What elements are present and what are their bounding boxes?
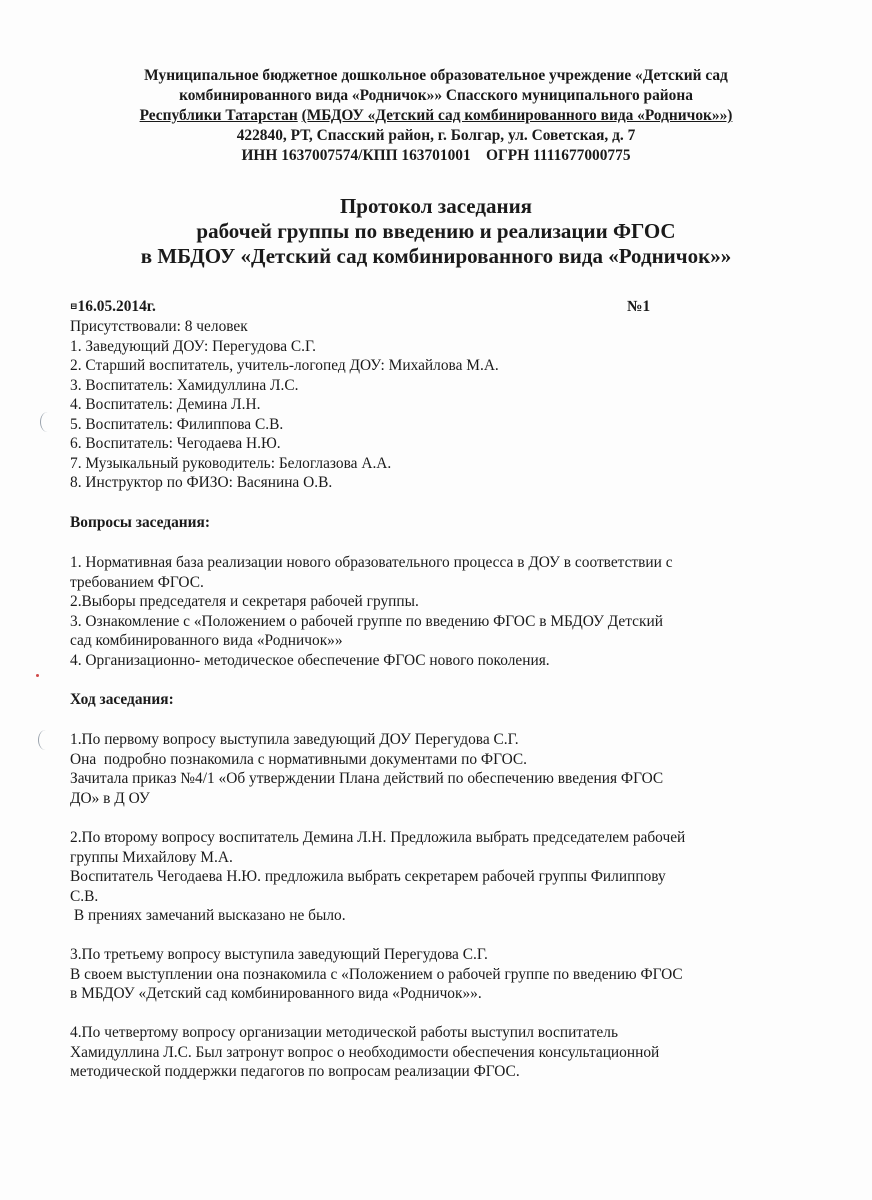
- header-address: 422840, РТ, Спасский район, г. Болгар, ул. Советская, д. 7: [236, 127, 636, 144]
- attendee-item: 2. Старший воспитатель, учитель-логопед ДОУ: Михайлова М.А.: [70, 357, 499, 374]
- proceedings-line: С.В.: [70, 887, 99, 905]
- title-line-2: рабочей группы по введению и реализации ФГОС: [196, 219, 676, 243]
- proceedings-line: 4.По четвертому вопросу организации методической работы выступил воспитатель: [70, 1024, 618, 1041]
- agenda-list: [70, 553, 790, 670]
- checkbox-icon: ⊟: [70, 301, 78, 311]
- protocol-number: №1: [627, 298, 651, 315]
- attendee-item: 7. Музыкальный руководитель: Белоглазова А.А.: [70, 454, 392, 472]
- header-region: Республики Татарстан: [139, 107, 298, 124]
- proceedings-item-1: [70, 730, 790, 808]
- proceedings-line: методической поддержки педагогов по вопросам реализации ФГОС.: [70, 1063, 520, 1080]
- meeting-date: 16.05.2014г.: [77, 298, 156, 315]
- header-short-name: (МБДОУ «Детский сад комбинированного вида «Родничок»»): [301, 107, 733, 124]
- proceedings-line: В своем выступлении она познакомила с «Положением о рабочей группе по введению ФГОС: [70, 965, 683, 983]
- attendees-section: [70, 317, 790, 493]
- proceedings-line: В прениях замечаний высказано не было.: [70, 907, 346, 924]
- agenda-heading: Вопросы заседания:: [70, 514, 210, 531]
- proceedings-line: 2.По второму вопросу воспитатель Демина Л.Н. Предложила выбрать председателем рабочей: [70, 829, 686, 846]
- proceedings-line: Зачитала приказ №4/1 «Об утверждении Плана действий по обеспечению введения ФГОС: [70, 770, 664, 787]
- attendees-intro: Присутствовали: 8 человек: [70, 318, 248, 335]
- header-line-3: [40, 106, 832, 126]
- scan-mark: [38, 730, 53, 750]
- scan-mark: [40, 412, 55, 432]
- proceedings-line: ДО» в Д ОУ: [70, 789, 150, 807]
- attendee-item: 8. Инструктор по ФИЗО: Васянина О.В.: [70, 474, 333, 491]
- proceedings-item-2: [70, 828, 790, 926]
- proceedings-line: в МБДОУ «Детский сад комбинированного вида «Родничок»».: [70, 985, 482, 1002]
- document-title: [40, 194, 832, 269]
- proceedings-heading: Ход заседания:: [70, 691, 174, 708]
- header-tax-ids: ИНН 1637007574/КПП 163701001 ОГРН 1111677000775: [241, 147, 631, 164]
- title-line-3: в МБДОУ «Детский сад комбинированного вида «Родничок»»: [140, 244, 732, 268]
- header-line-2: комбинированного вида «Родничок»» Спасского муниципального района: [179, 87, 693, 104]
- attendee-item: 6. Воспитатель: Чегодаева Н.Ю.: [70, 435, 281, 452]
- agenda-line: 1. Нормативная база реализации нового образовательного процесса в ДОУ в соответствии с: [70, 554, 673, 571]
- agenda-line: сад комбинированного вида «Родничок»»: [70, 632, 343, 649]
- proceedings-item-4: [70, 1023, 790, 1082]
- agenda-line: 4. Организационно- методическое обеспечение ФГОС нового поколения.: [70, 651, 550, 669]
- attendee-item: 3. Воспитатель: Хамидуллина Л.С.: [70, 376, 299, 394]
- proceedings-item-3: [70, 945, 790, 1004]
- attendee-item: 1. Заведующий ДОУ: Перегудова С.Г.: [70, 337, 317, 355]
- header-line-1: Муниципальное бюджетное дошкольное образовательное учреждение «Детский сад: [144, 67, 728, 84]
- agenda-line: требованием ФГОС.: [70, 573, 204, 591]
- proceedings-line: группы Михайлову М.А.: [70, 848, 233, 866]
- agenda-line: 2.Выборы председателя и секретаря рабочей группы.: [70, 593, 419, 610]
- organization-header: [40, 66, 832, 166]
- proceedings-line: 1.По первому вопросу выступила заведующий ДОУ Перегудова С.Г.: [70, 731, 519, 748]
- proceedings-line: Хамидуллина Л.С. Был затронут вопрос о необходимости обеспечения консультационной: [70, 1043, 660, 1061]
- scan-dot: [36, 674, 39, 677]
- date-number-row: [70, 297, 670, 317]
- proceedings-line: Воспитатель Чегодаева Н.Ю. предложила выбрать секретарем рабочей группы Филиппову: [70, 868, 666, 885]
- proceedings-line: 3.По третьему вопросу выступила заведующий Перегудова С.Г.: [70, 946, 488, 963]
- agenda-line: 3. Ознакомление с «Положением о рабочей группе по введению ФГОС в МБДОУ Детский: [70, 612, 663, 630]
- attendee-item: 4. Воспитатель: Демина Л.Н.: [70, 396, 261, 413]
- attendee-item: 5. Воспитатель: Филиппова С.В.: [70, 415, 284, 433]
- proceedings-line: Она подробно познакомила с нормативными документами по ФГОС.: [70, 750, 527, 768]
- title-line-1: Протокол заседания: [339, 194, 533, 218]
